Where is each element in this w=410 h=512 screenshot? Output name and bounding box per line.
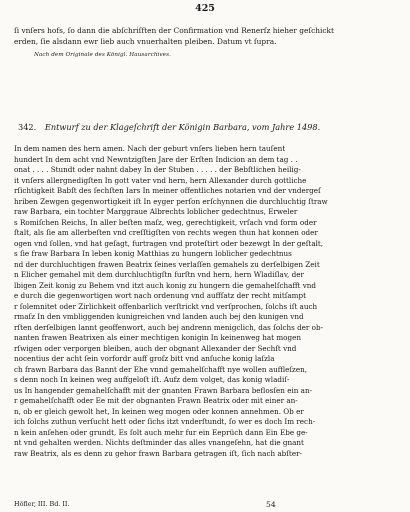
body-line: e durch die gegenwortigen wort nach ordenung vnd auffſatz der recht mitſampt (14, 291, 306, 301)
document-number: 342. (18, 122, 37, 132)
body-line: onat . . . . Stundt oder nahnt dabey In der Stuben . . . . . der Bebſtlichen heilig- (14, 165, 301, 175)
body-line: ich ſolchs zuthun verſucht hett oder ſichs itzt vnderſtundt, ſo wer es doch Im rech- (14, 417, 316, 427)
body-line: it vnſers allergnedigſten In gott vater vnd hern, hern Allexander durch gottliche (14, 175, 307, 185)
body-line: rſten derſelbigen lannt geoffenwort, auch bej andrenn menigclich, das ſolchs der ob- (14, 322, 323, 332)
document-heading (18, 122, 402, 132)
body-line: us In hangender gemahelſchafft mit der gnanten Frawn Barbara beflosſen ein an- (14, 385, 313, 395)
body-line: ch frawn Barbara das Bannt der Ehe vnnd gemahelſchafft nye wollen auffleſzen, (14, 364, 308, 374)
body-line: n kein anſehen oder grundt, Es ſolt auch mehr fur ein Eeprüch dann Ein Ebe ge- (14, 427, 308, 437)
body-line: r ſolemnitet oder Zirlichkeit offenbarlich verſtrickt vnd verſprochen, ſolchs iſt auch (14, 301, 318, 311)
body-line: hriben Zewgen gegenwortigkeit iſt In eyger perſon erſchynnen die durchluchtig ſtraw (14, 196, 328, 206)
text-line: erden, ſie alsdann ewr lieb auch vnuerhalten pleiben. Datum vt ſupra. (14, 36, 277, 46)
body-line: rſwigen oder verporgen bleiben, auch der obgnant Allexander der Sechſt vnd (14, 343, 297, 353)
body-line: s ſie fraw Barbara In leben konig Matthias zu hungern loblicher gedechtnus (14, 249, 292, 259)
body-line: raw Barbara, ein tochter Marggraue Albrechts loblicher gedechtnus, Erweler (14, 207, 298, 217)
footer-sheet-number: 54 (266, 500, 276, 509)
body-line: s Romiſchen Reichs, In aller beſten maſz, weg, gerechtigkeit, vrſach vnd form oder (14, 217, 317, 227)
footer-signature: Höfler, III. Bd. II. (14, 500, 70, 508)
body-line: nd der durchluchtigen frawen Beatrix ſeines verlaſſen gemahels zu derſelbigen Zeit (14, 259, 320, 269)
document-body (14, 144, 398, 459)
body-line: hundert In dem acht vnd Newntzigſten Jare der Erſten Indicion an dem tag . . (14, 154, 298, 164)
body-line: ogen vnd ſollen, vnd hat geſagt, furtragen vnd proteſtirt oder bezewgt In der geſtalt, (14, 238, 324, 248)
text-line: ſi vnſers hofs, ſo dann die abſchriſften der Confirmation vnd Renerſz hieher geſchickt (14, 26, 334, 35)
body-line: nt vnd gehalten werden. Nichts deſtminder das alles vnangeſehn, hat die gnant (14, 438, 304, 448)
body-line: nanten frawen Beatrixen als einer mechtigen konigin In keinenweg hat mogen (14, 333, 301, 343)
document-title: Entwurf zu der Klageſchrift der Königin Barbara, vom Jahre 1498. (44, 122, 321, 132)
body-line: s denn noch In keinen weg auffgeloſt iſt. Aufz dem volget, das konig wladiſ- (14, 375, 290, 385)
body-line: raw Beatrix, als es denn zu gehor frawn Barbara getragen iſt, ſich nach abſter- (14, 448, 302, 458)
source-note: Nach dem Originale des Königl. Hausarchives. (34, 51, 171, 58)
body-line: rſichtigkeit Babſt des ſechſten Iars In meiner offentliches notarien vnd der vndergeſ (14, 186, 321, 196)
body-line: lbigen Zeit konig zu Behem vnd itzt auch konig zu hungern die gemahelſchafft vnd (14, 280, 317, 290)
page-number: 425 (195, 3, 215, 14)
preceding-text-block (14, 26, 398, 60)
body-line: r gemahelſchafft oder Ee mit der obgnanten Frawn Beatrix oder mit einer an- (14, 396, 298, 406)
body-line: n Elicher gemahel mit dem durchluchtigſtn furſtn vnd hern, hern Wladiſlav, der (14, 270, 304, 280)
body-line: n, ob er gleich gewolt het, In keinen weg mogen oder konnen annehmen. Ob er (14, 406, 304, 416)
body-line: In dem namen des hern amen. Nach der geburt vnſers lieben hern tauſent (14, 144, 286, 153)
body-line: ſtalt, als ſie am allerbeſten vnd creſſtigſten von rechts wegen thun hat konnen oder (14, 228, 318, 238)
body-line: rmaſz In den vmbliggenden kunigreichen vnd landen auch bej den kunigen vnd (14, 312, 304, 322)
body-line: nocentius der acht ſein vorfordr auff groſz bitt vnd anſuche konig laſzla (14, 354, 275, 364)
